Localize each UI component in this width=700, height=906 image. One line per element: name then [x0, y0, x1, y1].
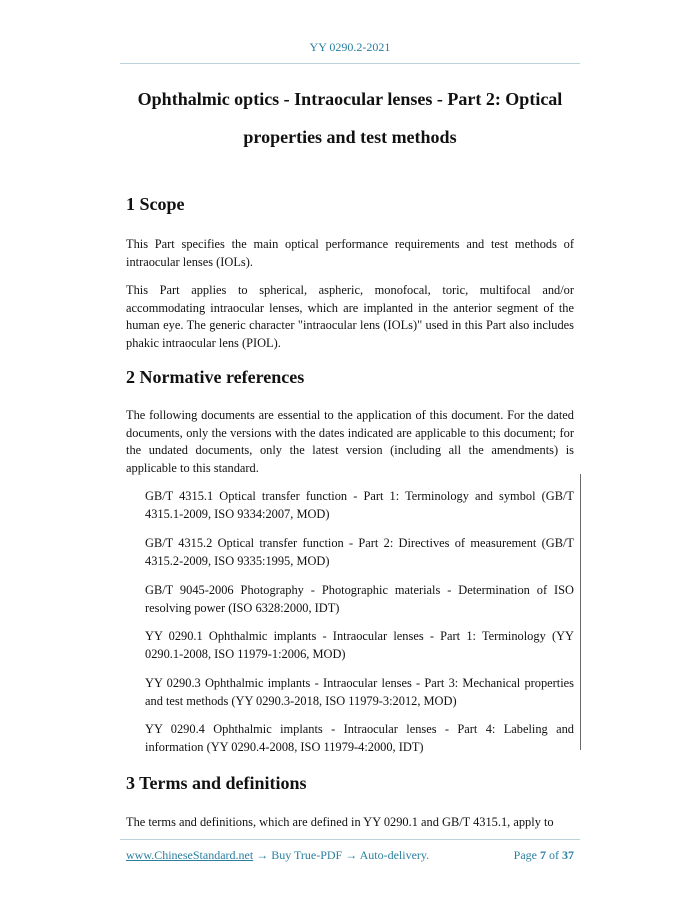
- title-line-1: Ophthalmic optics - Intraocular lenses - Part 2: Optical: [137, 89, 563, 109]
- arrow-icon: →: [256, 848, 269, 862]
- arrow-icon: →: [345, 848, 358, 862]
- scope-paragraph-2: This Part applies to spherical, aspheric, monofocal, toric, multifocal and/or accommodating intraocular lenses, which are implanted in the anterior segment of the human eye. The generic character "intraocular lens (IOLs)" used in this Part also includes phakic intraocular lens (PIOL).: [126, 283, 574, 350]
- reference-item: YY 0290.3 Ophthalmic implants - Intraocular lenses - Part 3: Mechanical properties and test methods (YY 0290.3-2018, ISO 11979-3:2012, MOD): [145, 676, 574, 708]
- normative-intro: The following documents are essential to the application of this document. For the dated documents, only the versions with the dates indicated are applicable to this document; for the undated documents, only the latest version (including all the amendments) is applicable to this standard.: [126, 408, 574, 475]
- site-link[interactable]: www.ChineseStandard.net: [126, 848, 254, 862]
- reference-item: GB/T 9045-2006 Photography - Photographic materials - Determination of ISO resolving power (ISO 6328:2000, IDT): [145, 583, 574, 615]
- title-line-2: properties and test methods: [243, 127, 457, 147]
- page-number: 7: [540, 848, 546, 862]
- header-doc-number: YY 0290.2-2021: [309, 40, 391, 54]
- footer-divider: [120, 839, 580, 840]
- footer-links: [126, 848, 429, 863]
- reference-item: YY 0290.4 Ophthalmic implants - Intraocular lenses - Part 4: Labeling and information (YY 0290.4-2008, ISO 11979-4:2000, IDT): [145, 722, 574, 754]
- terms-paragraph-1: The terms and definitions, which are defined in YY 0290.1 and GB/T 4315.1, apply to: [126, 815, 554, 829]
- heading-normative-references: 2 Normative references: [126, 367, 305, 387]
- auto-delivery-text: Auto-delivery.: [359, 848, 430, 862]
- reference-item: GB/T 4315.1 Optical transfer function - Part 1: Terminology and symbol (GB/T 4315.1-2009, ISO 9334:2007, MOD): [145, 489, 574, 521]
- of-label: of: [549, 848, 559, 862]
- reference-item: GB/T 4315.2 Optical transfer function - Part 2: Directives of measurement (GB/T 4315.2-2009, ISO 9335:1995, MOD): [145, 536, 574, 568]
- reference-item: YY 0290.1 Ophthalmic implants - Intraocular lenses - Part 1: Terminology (YY 0290.1-2008, ISO 11979-1:2006, MOD): [145, 629, 574, 661]
- document-title: [120, 80, 580, 156]
- page-label: Page: [513, 848, 537, 862]
- heading-scope: 1 Scope: [126, 194, 185, 214]
- page-counter: [514, 848, 574, 863]
- buy-pdf-link[interactable]: Buy True-PDF: [271, 848, 343, 862]
- margin-rule: [580, 474, 581, 750]
- heading-terms-definitions: 3 Terms and definitions: [126, 773, 307, 793]
- page-total: 37: [562, 848, 574, 862]
- scope-paragraph-1: This Part specifies the main optical performance requirements and test methods of intraocular lenses (IOLs).: [126, 237, 574, 269]
- header-divider: [120, 63, 580, 64]
